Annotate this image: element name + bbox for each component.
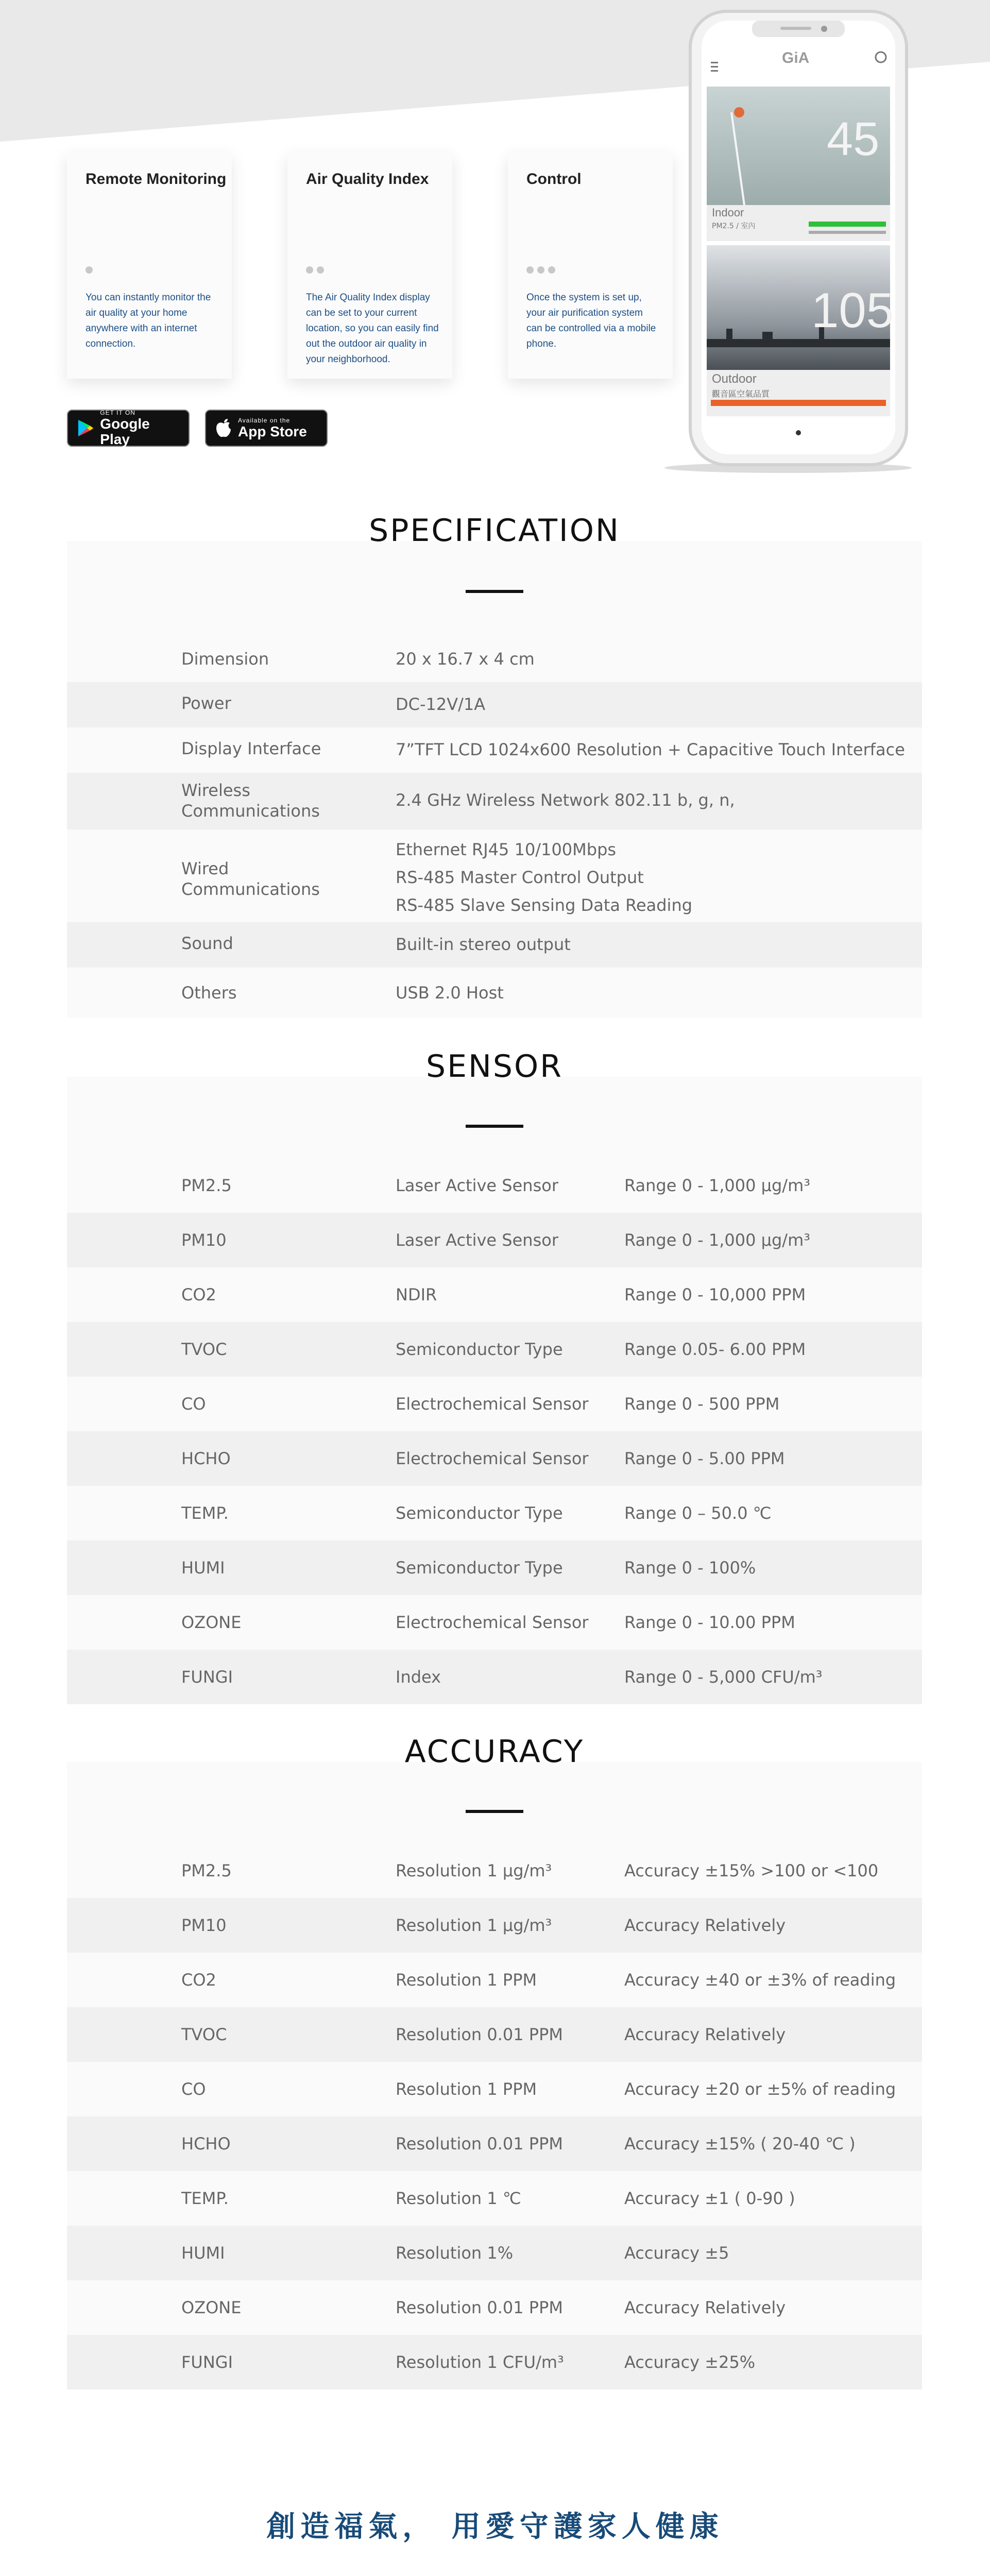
accuracy-row <box>67 2062 922 2116</box>
accuracy-resolution: Resolution 0.01 PPM <box>396 2025 563 2044</box>
sensor-range: Range 0 - 1,000 μg/m³ <box>624 1230 811 1250</box>
sensor-row <box>67 1213 922 1267</box>
sensor-name: FUNGI <box>181 1667 233 1687</box>
sensor-type: Electrochemical Sensor <box>396 1449 589 1468</box>
outdoor-value: 105 <box>811 283 894 338</box>
spec-row <box>67 727 922 773</box>
spec-value: Ethernet RJ45 10/100Mbps RS-485 Master Control Output RS-485 Slave Sensing Data Reading <box>396 840 693 915</box>
spec-row <box>67 773 922 829</box>
sensor-type: Index <box>396 1667 441 1687</box>
feature-card-control <box>508 152 673 379</box>
spec-value: Built-in stereo output <box>396 935 571 954</box>
app-store-small-text: Available on the <box>238 417 291 424</box>
apple-icon <box>215 418 232 438</box>
spec-row <box>67 968 922 1018</box>
accuracy-row <box>67 1843 922 1898</box>
indoor-sublabel: PM2.5 / 室內 <box>712 222 756 230</box>
accuracy-title: ACCURACY <box>404 1734 585 1770</box>
sensor-row <box>67 1540 922 1595</box>
phone-illustration <box>654 9 922 473</box>
accuracy-name: TEMP. <box>181 2189 229 2208</box>
spec-value: 7”TFT LCD 1024x600 Resolution + Capacitive Touch Interface <box>396 740 905 759</box>
accuracy-row <box>67 2335 922 2389</box>
accuracy-value: Accuracy Relatively <box>624 1916 786 1935</box>
sensor-range: Range 0 – 50.0 ℃ <box>624 1503 772 1523</box>
spec-value: DC-12V/1A <box>396 694 486 714</box>
sensor-type: Laser Active Sensor <box>396 1230 558 1250</box>
accuracy-name: HCHO <box>181 2134 231 2154</box>
accuracy-value: Accuracy ±1 ( 0-90 ) <box>624 2189 795 2208</box>
slogan-text: 創造福氣， 用愛守護家人健康 <box>266 2510 724 2544</box>
sensor-name: CO2 <box>181 1285 216 1304</box>
title-underline <box>466 590 523 593</box>
sensor-type: Semiconductor Type <box>396 1558 563 1578</box>
accuracy-name: TVOC <box>181 2025 227 2044</box>
feature-title: Air Quality Index <box>306 171 429 188</box>
outdoor-label: Outdoor <box>712 372 757 386</box>
accuracy-row <box>67 2226 922 2280</box>
spec-label: Wireless Communications <box>181 781 320 821</box>
accuracy-resolution: Resolution 0.01 PPM <box>396 2134 563 2154</box>
accuracy-row <box>67 1898 922 1953</box>
feature-description: Once the system is set up, your air purification system can be controlled via a mobile phone. <box>526 292 656 349</box>
sensor-row <box>67 1322 922 1377</box>
spec-row <box>67 682 922 727</box>
sensor-type: Semiconductor Type <box>396 1340 563 1359</box>
sensor-name: PM2.5 <box>181 1176 232 1195</box>
dot-indicator <box>526 266 534 274</box>
accuracy-value: Accuracy ±5 <box>624 2243 729 2263</box>
google-play-icon <box>77 418 94 438</box>
sensor-type: Electrochemical Sensor <box>396 1394 589 1414</box>
dot-indicator <box>86 266 93 274</box>
spec-label: Others <box>181 983 237 1003</box>
sensor-row <box>67 1650 922 1704</box>
sensor-range: Range 0 - 1,000 μg/m³ <box>624 1176 811 1195</box>
phone-brand-logo: GiA <box>782 49 810 66</box>
spec-label: Sound <box>181 934 233 953</box>
feature-description: You can instantly monitor the air quality at your home anywhere with an internet connection. <box>86 292 211 349</box>
phone-mockup <box>654 9 922 473</box>
accuracy-value: Accuracy Relatively <box>624 2025 786 2044</box>
accuracy-name: PM2.5 <box>181 1861 232 1880</box>
accuracy-row <box>67 2280 922 2335</box>
accuracy-row <box>67 2007 922 2062</box>
title-underline <box>466 1125 523 1128</box>
spec-value: 20 x 16.7 x 4 cm <box>396 649 535 669</box>
spec-label: Dimension <box>181 649 269 669</box>
sensor-row <box>67 1431 922 1486</box>
sensor-range: Range 0 - 10,000 PPM <box>624 1285 806 1304</box>
dot-indicator <box>537 266 544 274</box>
google-play-label: Google Play <box>100 416 150 447</box>
sensor-type: NDIR <box>396 1285 437 1304</box>
accuracy-resolution: Resolution 1 PPM <box>396 1970 537 1990</box>
accuracy-value: Accuracy ±25% <box>624 2352 756 2372</box>
feature-dots <box>306 266 324 274</box>
sensor-row <box>67 1267 922 1322</box>
sensor-type: Laser Active Sensor <box>396 1176 558 1195</box>
spec-row <box>67 922 922 968</box>
feature-dots <box>526 266 555 274</box>
accuracy-resolution: Resolution 1 μg/m³ <box>396 1916 552 1935</box>
accuracy-resolution: Resolution 0.01 PPM <box>396 2298 563 2317</box>
spec-value: 2.4 GHz Wireless Network 802.11 b, g, n, <box>396 790 735 810</box>
accuracy-name: HUMI <box>181 2243 225 2263</box>
accuracy-value: Accuracy ±15% ( 20-40 ℃ ) <box>624 2134 856 2154</box>
outdoor-sublabel: 觀音區空氣品質 <box>712 389 770 399</box>
spec-label: Display Interface <box>181 739 321 758</box>
dot-indicator <box>306 266 313 274</box>
accuracy-name: FUNGI <box>181 2352 233 2372</box>
spec-row <box>67 829 922 922</box>
sensor-row <box>67 1377 922 1431</box>
spec-row <box>67 637 922 682</box>
sensor-type: Electrochemical Sensor <box>396 1613 589 1632</box>
indoor-label: Indoor <box>712 206 744 219</box>
accuracy-resolution: Resolution 1 PPM <box>396 2079 537 2099</box>
feature-title: Remote Monitoring <box>86 171 227 188</box>
sensor-row <box>67 1486 922 1540</box>
sensor-title: SENSOR <box>426 1048 563 1084</box>
dot-indicator <box>317 266 324 274</box>
feature-description: The Air Quality Index display can be set to your current location, so you can easily find out the outdoor air quality in your neighborhood. <box>306 292 439 365</box>
accuracy-name: PM10 <box>181 1916 227 1935</box>
google-play-small-text: GET IT ON <box>100 409 135 416</box>
accuracy-row <box>67 1953 922 2007</box>
indoor-value: 45 <box>827 113 880 165</box>
sensor-name: HCHO <box>181 1449 231 1468</box>
accuracy-name: CO <box>181 2079 206 2099</box>
feature-dots <box>86 266 93 274</box>
sensor-name: OZONE <box>181 1613 242 1632</box>
sensor-row <box>67 1595 922 1650</box>
google-play-button[interactable] <box>67 410 190 447</box>
accuracy-name: CO2 <box>181 1970 216 1990</box>
dot-indicator <box>548 266 555 274</box>
accuracy-value: Accuracy ±15% >100 or <100 <box>624 1861 879 1880</box>
sensor-name: CO <box>181 1394 206 1414</box>
accuracy-value: Accuracy Relatively <box>624 2298 786 2317</box>
accuracy-resolution: Resolution 1 μg/m³ <box>396 1861 552 1880</box>
feature-title: Control <box>526 171 582 188</box>
accuracy-name: OZONE <box>181 2298 242 2317</box>
sensor-name: PM10 <box>181 1230 227 1250</box>
sensor-range: Range 0 - 5.00 PPM <box>624 1449 785 1468</box>
app-store-button[interactable] <box>205 410 328 447</box>
accuracy-resolution: Resolution 1 CFU/m³ <box>396 2352 564 2372</box>
sensor-name: HUMI <box>181 1558 225 1578</box>
accuracy-value: Accuracy ±40 or ±3% of reading <box>624 1970 896 1990</box>
feature-card-air-quality-index <box>287 152 452 379</box>
specification-title: SPECIFICATION <box>369 513 620 549</box>
accuracy-resolution: Resolution 1% <box>396 2243 514 2263</box>
accuracy-row <box>67 2116 922 2171</box>
sensor-name: TEMP. <box>181 1503 229 1523</box>
sensor-range: Range 0 - 10.00 PPM <box>624 1613 795 1632</box>
feature-card-remote-monitoring <box>67 152 232 379</box>
spec-value: USB 2.0 Host <box>396 983 504 1003</box>
sensor-range: Range 0.05- 6.00 PPM <box>624 1340 806 1359</box>
sensor-type: Semiconductor Type <box>396 1503 563 1523</box>
sensor-range: Range 0 - 100% <box>624 1558 756 1578</box>
sensor-range: Range 0 - 500 PPM <box>624 1394 780 1414</box>
title-underline <box>466 1810 523 1813</box>
sensor-name: TVOC <box>181 1340 227 1359</box>
accuracy-row <box>67 2171 922 2226</box>
app-store-label: App Store <box>238 423 307 439</box>
spec-label: Wired Communications <box>181 859 320 899</box>
sensor-range: Range 0 - 5,000 CFU/m³ <box>624 1667 823 1687</box>
spec-label: Power <box>181 693 231 713</box>
sensor-row <box>67 1158 922 1213</box>
accuracy-value: Accuracy ±20 or ±5% of reading <box>624 2079 896 2099</box>
accuracy-resolution: Resolution 1 ℃ <box>396 2189 521 2208</box>
